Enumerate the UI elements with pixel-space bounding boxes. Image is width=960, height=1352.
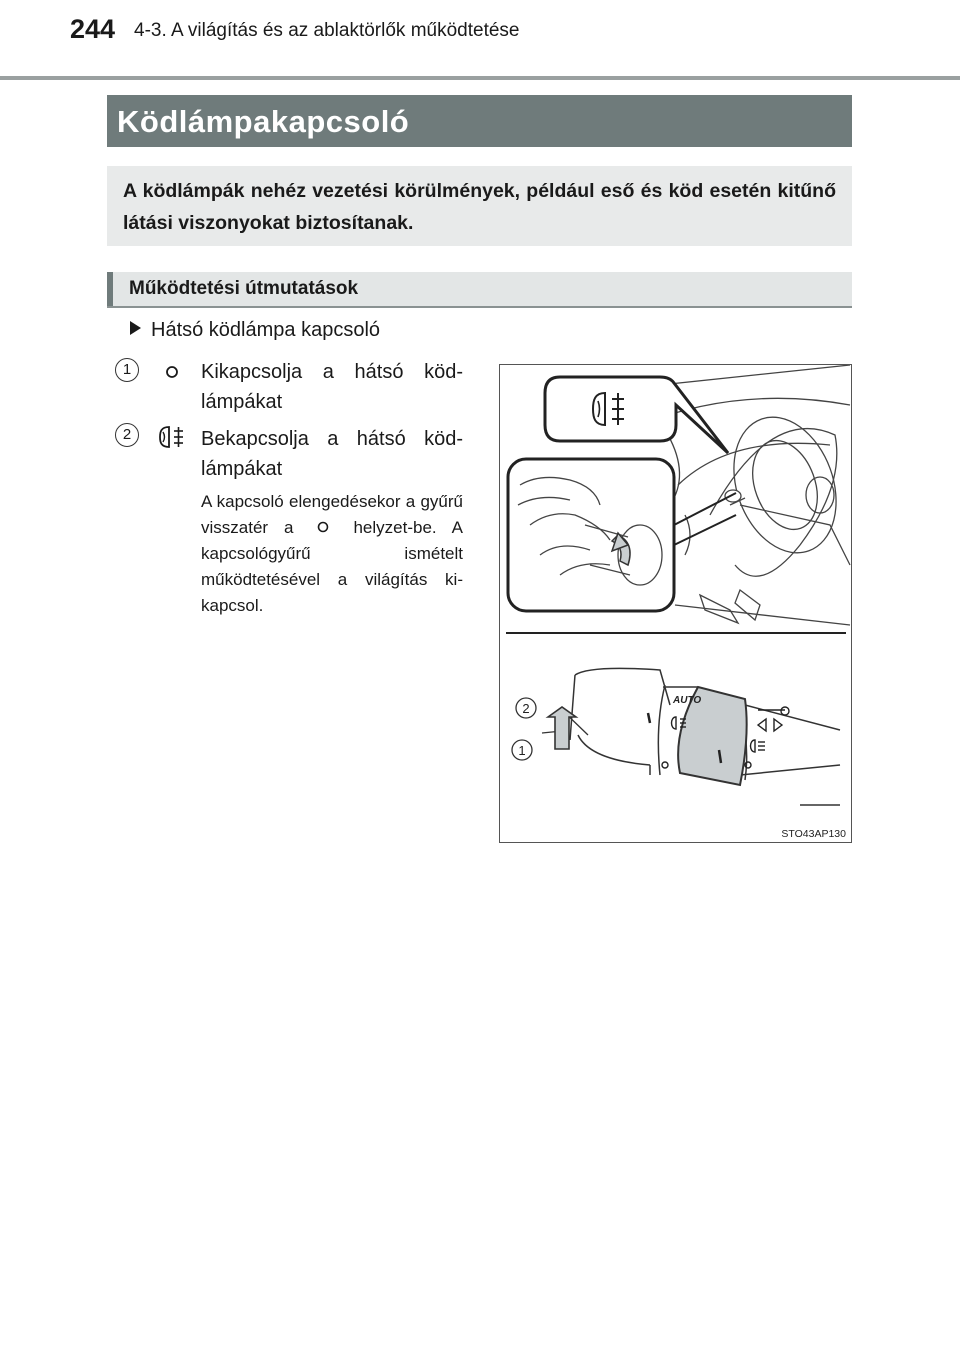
subsection-divider bbox=[107, 306, 852, 308]
triangle-bullet-icon bbox=[130, 321, 141, 335]
chapter-title: 4-3. A világítás és az ablaktörlők működtetése bbox=[134, 20, 520, 41]
subsection-title: Működtetési útmutatások bbox=[129, 278, 359, 299]
auto-label: AUTO bbox=[673, 695, 702, 706]
subsection-bar bbox=[107, 272, 852, 306]
section-title-bar bbox=[107, 95, 852, 147]
step-text-1: Kikapcsolja a hátsó köd-lámpákat bbox=[201, 361, 463, 413]
callout-2: 2 bbox=[522, 701, 530, 716]
note-text-before: A kapcsoló elengedésekor a gyűrű visszatér a bbox=[201, 492, 463, 537]
section-title: Ködlámpakapcsoló bbox=[117, 104, 410, 139]
off-position-icon bbox=[160, 362, 184, 382]
figure-code: STO43AP130 bbox=[781, 828, 846, 840]
step-text-2: Bekapcsolja a hátsó köd-lámpákat bbox=[201, 428, 463, 480]
intro-box bbox=[107, 166, 852, 246]
illustration-drawing bbox=[500, 365, 852, 843]
step-number-2: 2 bbox=[115, 423, 139, 447]
off-position-icon bbox=[313, 520, 333, 534]
bullet-heading bbox=[130, 319, 380, 342]
fog-switch-illustration bbox=[499, 364, 852, 843]
rear-fog-lamp-icon bbox=[156, 424, 186, 450]
header-divider bbox=[0, 76, 960, 80]
note-text bbox=[201, 489, 463, 619]
page-number: 244 bbox=[70, 14, 116, 44]
bullet-text: Hátsó ködlámpa kapcsoló bbox=[151, 319, 381, 341]
step-number-1: 1 bbox=[115, 358, 139, 382]
note-text-after: helyzet-be. A kapcsológyűrű ismételt működtetésével a világítás ki-kapcsol. bbox=[201, 518, 463, 615]
intro-text: A ködlámpák nehéz vezetési körülmények, például eső és köd esetén kitűnő látási viszonyokat biztosítanak. bbox=[123, 180, 836, 234]
callout-1: 1 bbox=[518, 743, 526, 758]
